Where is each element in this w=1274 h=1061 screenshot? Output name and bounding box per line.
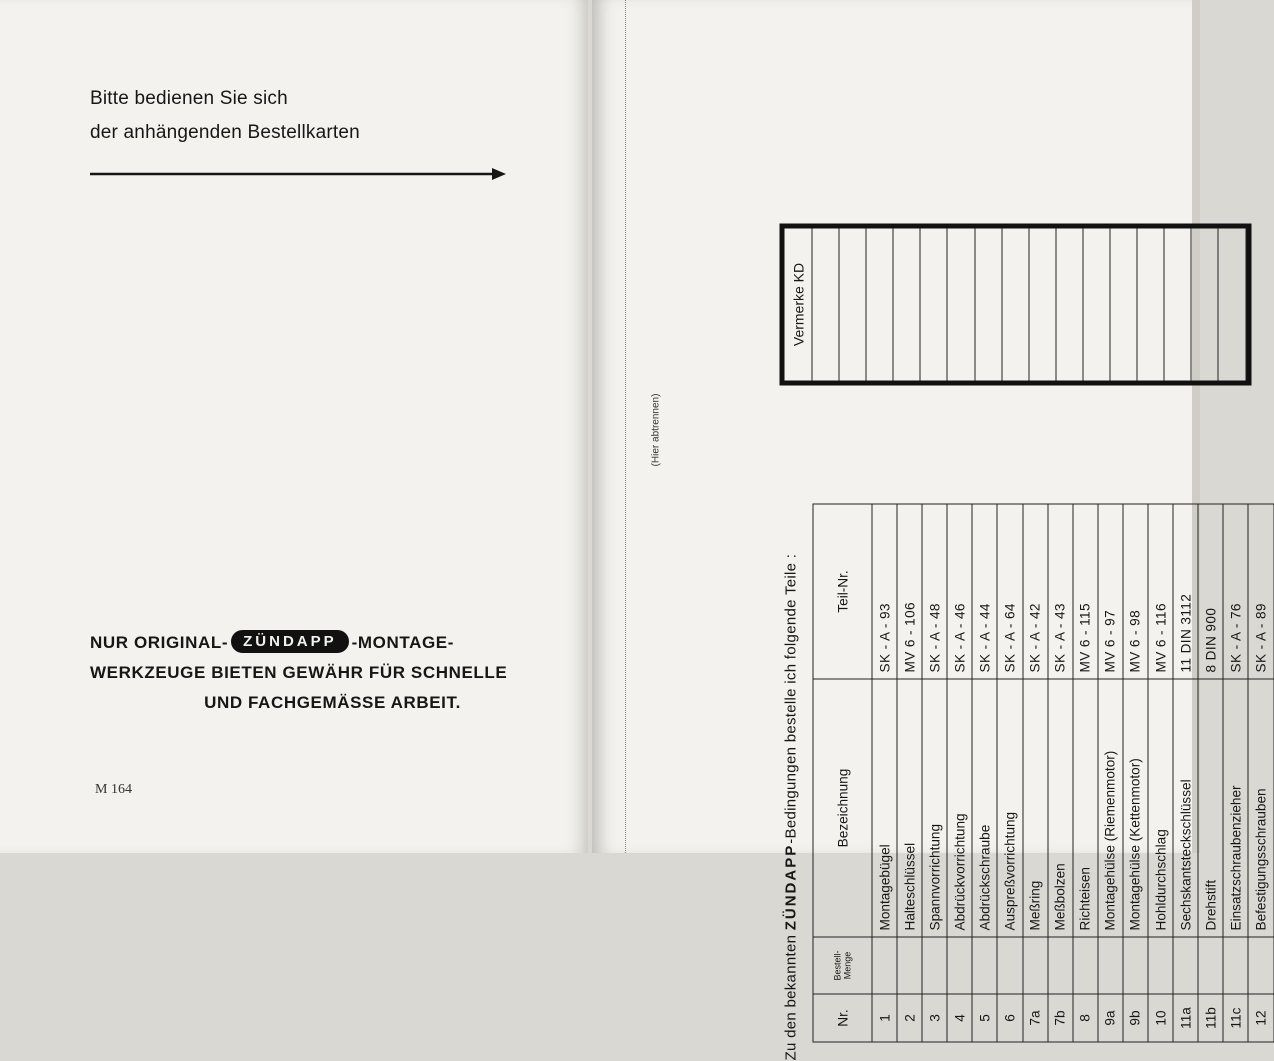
order-card — [783, 211, 1238, 1061]
vermerke-field[interactable] — [812, 229, 839, 381]
row-nr: 2 — [897, 994, 922, 1042]
table-row — [1048, 504, 1073, 1042]
row-teil-nr: SK - A - 76 — [1223, 504, 1248, 679]
table-row — [872, 504, 897, 1042]
row-teil-nr: 8 DIN 900 — [1198, 504, 1223, 679]
claim-part-1: NUR ORIGINAL- — [90, 633, 228, 652]
table-row — [1123, 504, 1148, 1042]
row-teil-nr: SK - A - 46 — [947, 504, 972, 679]
arrow-right-icon — [90, 164, 510, 184]
left-page — [0, 0, 588, 853]
document-code: M 164 — [95, 782, 132, 798]
row-nr: 8 — [1073, 994, 1098, 1042]
quantity-field[interactable] — [1098, 937, 1123, 994]
row-bezeichnung: Sechskantsteckschlüssel — [1173, 679, 1198, 937]
vermerke-field[interactable] — [1029, 229, 1056, 381]
quantity-field[interactable] — [997, 937, 1022, 994]
row-teil-nr: MV 6 - 98 — [1123, 504, 1148, 679]
intro-line-2: der anhängenden Bestellkarten — [90, 116, 360, 150]
row-teil-nr: SK - A - 43 — [1048, 504, 1073, 679]
intro-text — [90, 82, 360, 150]
row-nr: 7a — [1023, 994, 1048, 1042]
vermerke-field[interactable] — [1137, 229, 1164, 381]
vermerke-field[interactable] — [1002, 229, 1029, 381]
quantity-field[interactable] — [897, 937, 922, 994]
row-teil-nr: SK - A - 44 — [972, 504, 997, 679]
table-row — [1023, 504, 1048, 1042]
table-row — [1248, 504, 1273, 1042]
col-teil-nr: Teil-Nr. — [813, 504, 872, 679]
vermerke-row — [920, 229, 947, 381]
row-nr: 9a — [1098, 994, 1123, 1042]
table-row — [947, 504, 972, 1042]
row-nr: 11a — [1173, 994, 1198, 1042]
vermerke-box — [785, 229, 1247, 381]
row-bezeichnung: Abdrückschraube — [972, 679, 997, 937]
row-teil-nr: MV 6 - 115 — [1073, 504, 1098, 679]
table-row — [972, 504, 997, 1042]
row-bezeichnung: Hohldurchschlag — [1148, 679, 1173, 937]
row-teil-nr: 11 DIN 3112 — [1173, 504, 1198, 679]
row-nr: 10 — [1148, 994, 1173, 1042]
table-row — [997, 504, 1022, 1042]
row-teil-nr: SK - A - 64 — [997, 504, 1022, 679]
row-nr: 9b — [1123, 994, 1148, 1042]
quantity-field[interactable] — [1048, 937, 1073, 994]
claim-part-2: -MONTAGE- — [352, 633, 454, 652]
vermerke-row — [947, 229, 974, 381]
vermerke-row — [839, 229, 866, 381]
vermerke-row — [1191, 229, 1218, 381]
table-row — [1148, 504, 1173, 1042]
col-vermerke: Vermerke KD — [785, 229, 813, 381]
perforation-line — [625, 0, 626, 853]
row-bezeichnung: Einsatzschraubenzieher — [1223, 679, 1248, 937]
row-bezeichnung: Montagehülse (Kettenmotor) — [1123, 679, 1148, 937]
intro-line-1: Bitte bedienen Sie sich — [90, 82, 360, 116]
vermerke-row — [975, 229, 1002, 381]
table-row — [1073, 504, 1098, 1042]
quantity-field[interactable] — [1123, 937, 1148, 994]
row-bezeichnung: Meßring — [1023, 679, 1048, 937]
row-bezeichnung: Abdrückvorrichtung — [947, 679, 972, 937]
row-teil-nr: MV 6 - 97 — [1098, 504, 1123, 679]
claim-line-2: WERKZEUGE BIETEN GEWÄHR FÜR SCHNELLE — [90, 658, 520, 688]
vermerke-row — [1137, 229, 1164, 381]
row-nr: 11b — [1198, 994, 1223, 1042]
quantity-field[interactable] — [947, 937, 972, 994]
heading-pre: Zu den bekannten — [783, 935, 800, 1061]
vermerke-field[interactable] — [1191, 229, 1218, 381]
row-teil-nr: MV 6 - 116 — [1148, 504, 1173, 679]
row-teil-nr: SK - A - 93 — [872, 504, 897, 679]
quantity-field[interactable] — [1023, 937, 1048, 994]
vermerke-field[interactable] — [920, 229, 947, 381]
vermerke-row — [1002, 229, 1029, 381]
row-bezeichnung: Meßbolzen — [1048, 679, 1073, 937]
row-bezeichnung: Befestigungsschrauben — [1248, 679, 1273, 937]
quantity-field[interactable] — [1223, 937, 1248, 994]
quantity-field[interactable] — [1248, 937, 1273, 994]
table-row — [922, 504, 947, 1042]
row-bezeichnung: Halteschlüssel — [897, 679, 922, 937]
col-menge — [813, 937, 872, 994]
quantity-field[interactable] — [1148, 937, 1173, 994]
row-nr: 3 — [922, 994, 947, 1042]
col-bezeichnung: Bezeichnung — [813, 679, 872, 937]
quantity-field[interactable] — [972, 937, 997, 994]
row-nr: 7b — [1048, 994, 1073, 1042]
row-nr: 12 — [1248, 994, 1273, 1042]
row-teil-nr: SK - A - 48 — [922, 504, 947, 679]
quantity-field[interactable] — [922, 937, 947, 994]
cut-note: (Hier abtrennen) — [651, 394, 662, 467]
vermerke-field[interactable] — [866, 229, 893, 381]
vermerke-field[interactable] — [1164, 229, 1191, 381]
quantity-field[interactable] — [1198, 937, 1223, 994]
row-nr: 6 — [997, 994, 1022, 1042]
quantity-field[interactable] — [1173, 937, 1198, 994]
row-bezeichnung: Spannvorrichtung — [922, 679, 947, 937]
row-bezeichnung: Montagehülse (Riemenmotor) — [1098, 679, 1123, 937]
vermerke-field[interactable] — [839, 229, 866, 381]
vermerke-row — [1218, 229, 1245, 381]
vermerke-field[interactable] — [975, 229, 1002, 381]
table-row — [1198, 504, 1223, 1042]
quantity-field[interactable] — [872, 937, 897, 994]
row-bezeichnung: Montagebügel — [872, 679, 897, 937]
heading-post: -Bedingungen bestelle ich folgende Teile : — [783, 554, 800, 844]
row-teil-nr: SK - A - 89 — [1248, 504, 1273, 679]
table-row — [1173, 504, 1198, 1042]
vermerke-row — [866, 229, 893, 381]
vermerke-row — [1029, 229, 1056, 381]
row-bezeichnung: Richteisen — [1073, 679, 1098, 937]
vermerke-row — [1164, 229, 1191, 381]
table-row — [897, 504, 922, 1042]
vermerke-row — [893, 229, 920, 381]
vermerke-row — [1110, 229, 1137, 381]
row-bezeichnung: Auspreßvorrichtung — [997, 679, 1022, 937]
heading-brand: ZÜNDAPP — [783, 844, 800, 931]
claim-line-3: UND FACHGEMÄSSE ARBEIT. — [90, 688, 520, 718]
vermerke-row — [812, 229, 839, 381]
row-teil-nr: MV 6 - 106 — [897, 504, 922, 679]
col-menge-line-2: Menge — [843, 942, 853, 990]
vermerke-field[interactable] — [947, 229, 974, 381]
order-table — [813, 504, 1274, 1043]
quality-claim — [90, 628, 520, 718]
col-menge-line-1: Bestell- — [833, 942, 843, 990]
row-nr: 1 — [872, 994, 897, 1042]
vermerke-field[interactable] — [1110, 229, 1137, 381]
row-nr: 4 — [947, 994, 972, 1042]
vermerke-field[interactable] — [1056, 229, 1083, 381]
vermerke-field[interactable] — [893, 229, 920, 381]
row-nr: 5 — [972, 994, 997, 1042]
table-row — [1223, 504, 1248, 1042]
vermerke-field[interactable] — [1083, 229, 1110, 381]
table-header-row — [813, 504, 872, 1042]
vermerke-row — [1056, 229, 1083, 381]
row-nr: 11c — [1223, 994, 1248, 1042]
col-nr: Nr. — [813, 994, 872, 1042]
vermerke-row — [1083, 229, 1110, 381]
row-teil-nr: SK - A - 42 — [1023, 504, 1048, 679]
table-row — [1098, 504, 1123, 1042]
quantity-field[interactable] — [1073, 937, 1098, 994]
zundapp-logo: ZÜNDAPP — [231, 630, 349, 653]
row-bezeichnung: Drehstift — [1198, 679, 1223, 937]
vermerke-field[interactable] — [1218, 229, 1245, 381]
